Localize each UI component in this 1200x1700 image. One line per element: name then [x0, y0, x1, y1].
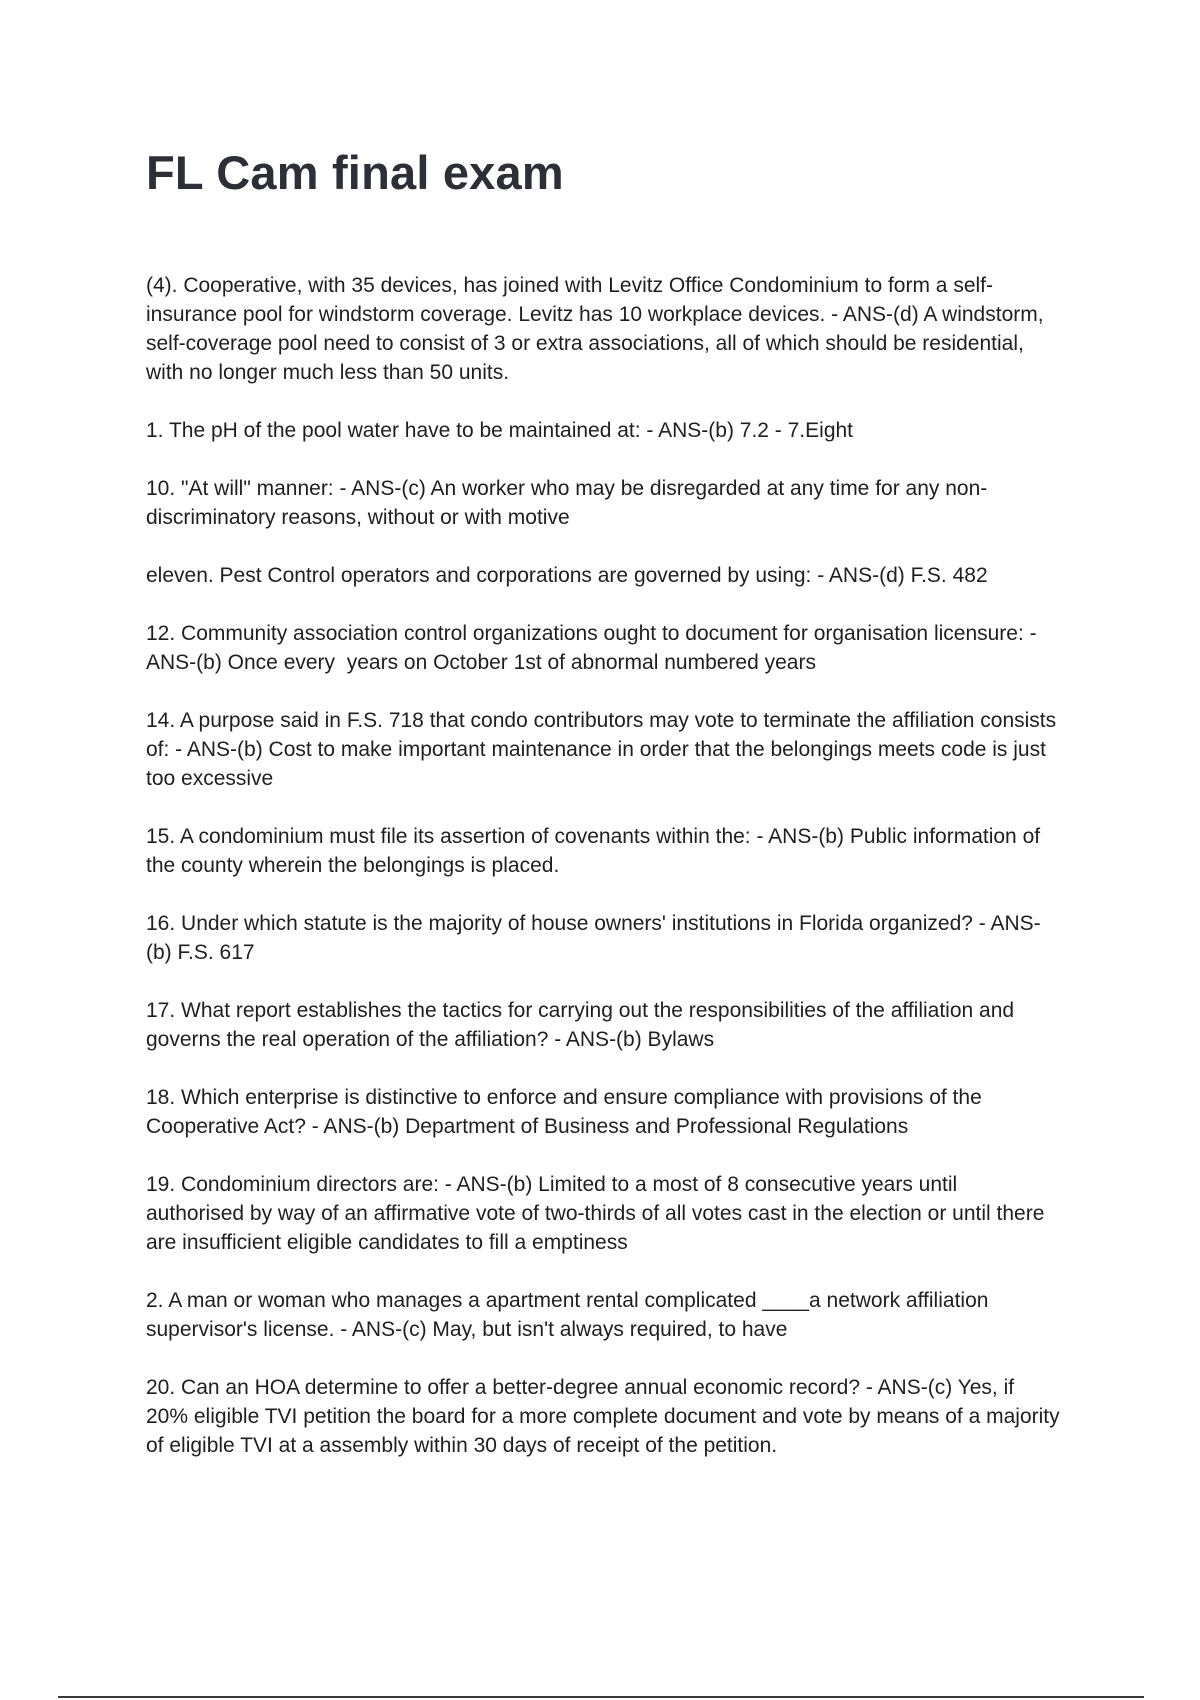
- footer-divider: [58, 1696, 1144, 1698]
- question-item-10: 10. "At will" manner: - ANS-(c) An worker who may be disregarded at any time for any non-discriminatory reasons, without or with motive: [146, 477, 988, 529]
- question-item-1: 1. The pH of the pool water have to be maintained at: - ANS-(b) 7.2 - 7.Eight: [146, 419, 854, 442]
- question-item-19: 19. Condominium directors are: - ANS-(b) Limited to a most of 8 consecutive years until authorised by way of an affirmative vote of two-thirds of all votes cast in the election or until there are insufficient eligible candidates to fill a emptiness: [146, 1173, 1051, 1254]
- question-item-17: 17. What report establishes the tactics for carrying out the responsibilities of the affiliation and governs the real operation of the affiliation? - ANS-(b) Bylaws: [146, 999, 1020, 1051]
- question-item-4-cooperative: (4). Cooperative, with 35 devices, has joined with Levitz Office Condominium to form a self-insurance pool for windstorm coverage. Levitz has 10 workplace devices. - ANS-(d) A windstorm, self-coverage pool need to consist of 3 or extra associations, all of which should be residential, with no longer much less than 50 units.: [146, 274, 1050, 384]
- question-item-2: 2. A man or woman who manages a apartment rental complicated ____a network affiliation supervisor's license. - ANS-(c) May, but isn't always required, to have: [146, 1289, 995, 1341]
- question-item-18: 18. Which enterprise is distinctive to enforce and ensure compliance with provisions of the Cooperative Act? - ANS-(b) Department of Business and Professional Regulations: [146, 1086, 988, 1138]
- question-item-20: 20. Can an HOA determine to offer a better-degree annual economic record? - ANS-(c) Yes, if 20% eligible TVI petition the board for a more complete document and vote by means of a majority of eligible TVI at a assembly within 30 days of receipt of the petition.: [146, 1376, 1066, 1457]
- question-item-15: 15. A condominium must file its assertion of covenants within the: - ANS-(b) Public information of the county wherein the belongings is placed.: [146, 825, 1046, 877]
- question-item-16: 16. Under which statute is the majority of house owners' institutions in Florida organized? - ANS-(b) F.S. 617: [146, 912, 1041, 964]
- question-item-11: eleven. Pest Control operators and corporations are governed by using: - ANS-(d) F.S. 482: [146, 564, 988, 587]
- page-title: FL Cam final exam: [146, 146, 564, 199]
- question-list: [146, 271, 1066, 1489]
- question-item-14: 14. A purpose said in F.S. 718 that condo contributors may vote to terminate the affiliation consists of: - ANS-(b) Cost to make important maintenance in order that the belongings meets code is just too excessive: [146, 709, 1062, 790]
- question-item-12: 12. Community association control organizations ought to document for organisation licensure: - ANS-(b) Once every years on October 1st of abnormal numbered years: [146, 622, 1042, 674]
